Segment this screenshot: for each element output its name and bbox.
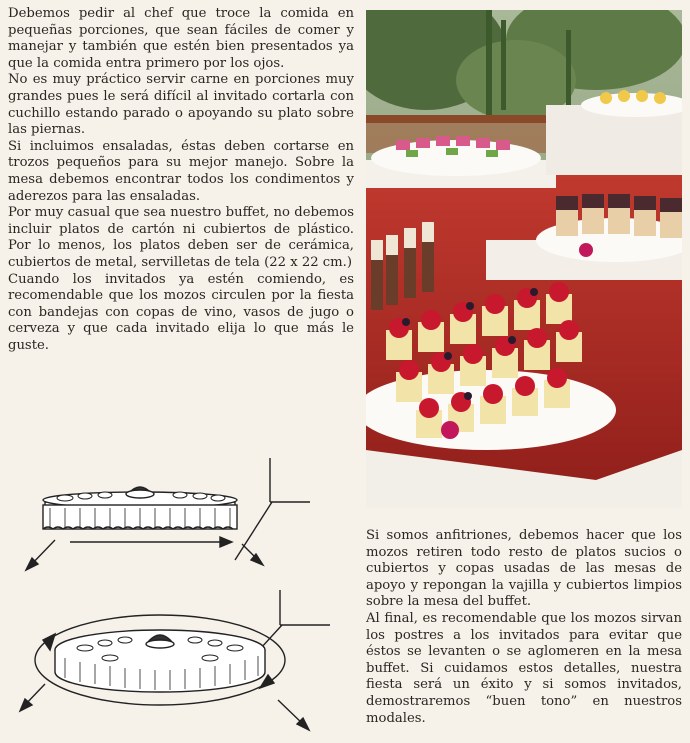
paragraph: Si incluimos ensaladas, éstas deben cortarse en trozos pequeños para su mejor manejo. Sobre la mesa debemos encontrar todos los condimentos y aderezos para las ensaladas.	[8, 138, 354, 204]
paragraph: Si somos anfitriones, debemos hacer que los mozos retiren todo resto de platos sucios o cubiertos y copas usadas de las mesas de apoyo y repongan la vajilla y cubiertos limpios sobre la mesa del buffet.	[366, 528, 682, 610]
paragraph: Debemos pedir al chef que troce la comida en pequeñas porciones, que sean fáciles de comer y manejar y también que estén bien presentados ya que la comida entra primero por los ojos.	[8, 6, 354, 71]
oval-buffet-table-diagram	[20, 590, 330, 730]
paragraph: Cuando los invitados ya estén comiendo, es recomendable que los mozos circulen por la fiesta con bandejas con copas de vino, vasos de jugo o cerveza y que cada invitado elija lo que más le guste.	[8, 271, 354, 353]
dessert-buffet-photo	[366, 10, 682, 508]
rectangular-buffet-table-diagram	[26, 458, 310, 570]
right-text-column	[366, 528, 682, 727]
paragraph: No es muy práctico servir carne en porciones muy grandes pues le será difícil al invitado cortarla con cuchillo estando parado o apoyando su plato sobre las piernas.	[8, 72, 354, 138]
paragraph: Por muy casual que sea nuestro buffet, no debemos incluir platos de cartón ni cubiertos de plástico. Por lo menos, los platos deben ser de cerámica, cubiertos de metal, servilletas de tela (22 x 22 cm.)	[8, 205, 354, 270]
buffet-layout-diagrams	[10, 450, 350, 735]
left-text-column	[8, 6, 354, 354]
paragraph: Al final, es recomendable que los mozos sirvan los postres a los invitados para evitar que éstos se levanten o se aglomeren en la mesa buffet. Si cuidamos estos detalles, nuestra fiesta será un éxito y si somos invitados, demostraremos “buen tono” en nuestros modales.	[366, 610, 682, 726]
